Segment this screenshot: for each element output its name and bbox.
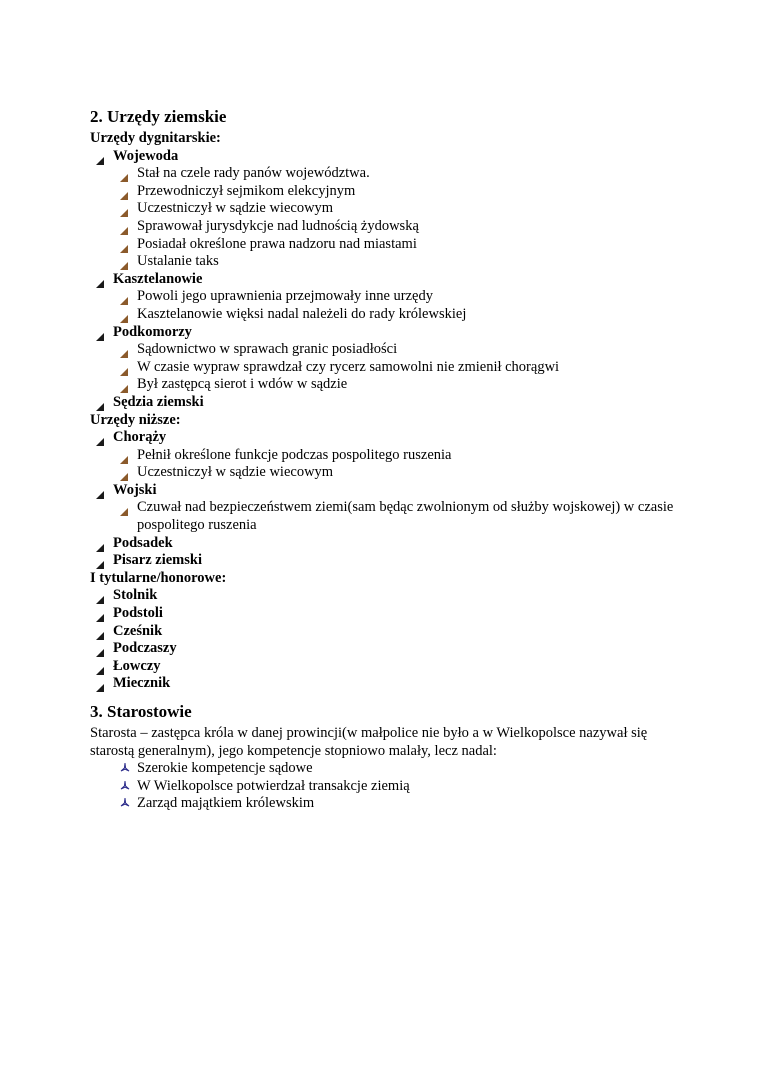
item-text: Posiadał określone prawa nadzoru nad miastami: [137, 235, 417, 252]
item-text: Szerokie kompetencje sądowe: [137, 760, 313, 777]
bullet: [90, 658, 113, 676]
bullet: [114, 306, 137, 324]
bullet: [90, 429, 113, 447]
item-text: Kasztelanowie: [113, 270, 203, 287]
duty-item: [90, 218, 680, 236]
duty-item: [90, 288, 680, 306]
bullet: [90, 148, 113, 166]
corner-triangle-icon: [96, 276, 104, 284]
corner-triangle-icon: [96, 557, 104, 565]
office-item: [90, 605, 680, 623]
office-item: [90, 535, 680, 553]
item-text: Uczestniczył w sądzie wiecowym: [137, 464, 334, 481]
duty-item: [90, 447, 680, 465]
corner-triangle-icon: [120, 311, 128, 319]
corner-triangle-icon: [96, 434, 104, 442]
item-text: Miecznik: [113, 675, 171, 692]
item-text: Podstoli: [113, 605, 163, 622]
duty-item: [90, 359, 680, 377]
dygnitarskie-list: [90, 148, 680, 412]
item-text: Pełnił określone funkcje podczas pospolitego ruszenia: [137, 446, 452, 463]
item-text: Czuwał nad bezpieczeństwem ziemi(sam będąc zwolnionym od służby wojskowej) w czasie pospolitego ruszenia: [137, 499, 674, 534]
office-item: [90, 587, 680, 605]
bullet: [114, 253, 137, 271]
bullet: [114, 499, 137, 517]
corner-triangle-icon: [96, 663, 104, 671]
corner-triangle-icon: [120, 188, 128, 196]
item-text: Podkomorzy: [113, 323, 192, 340]
bullet: [90, 640, 113, 658]
item-text: W czasie wypraw sprawdzał czy rycerz samowolni nie zmienił chorągwi: [137, 358, 560, 375]
item-text: Powoli jego uprawnienia przejmowały inne urzędy: [137, 288, 433, 305]
office-item: [90, 394, 680, 412]
corner-triangle-icon: [120, 170, 128, 178]
item-text: Cześnik: [113, 622, 163, 639]
bullet: [114, 778, 137, 796]
nizsze-heading: Urzędy niższe:: [90, 411, 181, 428]
item-text: Stał na czele rady panów województwa.: [137, 165, 370, 182]
office-item: [90, 640, 680, 658]
bullet: [114, 236, 137, 254]
item-text: Sędzia ziemski: [113, 393, 204, 410]
corner-triangle-icon: [120, 205, 128, 213]
corner-triangle-icon: [96, 645, 104, 653]
bullet: [114, 341, 137, 359]
tytularne-heading: I tytularne/honorowe:: [90, 569, 227, 586]
section-3-paragraph: Starosta – zastępca króla w danej prowincji(w małpolice nie było a w Wielkopolsce nazywał się starostą generalnym), jego kompetencje stopniowo malały, lecz nadal:: [90, 725, 648, 759]
item-text: Wojski: [113, 481, 157, 498]
corner-triangle-icon: [96, 153, 104, 161]
corner-triangle-icon: [96, 628, 104, 636]
section-3: [90, 702, 680, 813]
bullet: [90, 482, 113, 500]
corner-triangle-icon: [120, 469, 128, 477]
tytularne-list: [90, 587, 680, 693]
bullet: [90, 324, 113, 342]
office-item: [90, 482, 680, 500]
item-text: Zarząd majątkiem królewskim: [137, 795, 315, 812]
corner-triangle-icon: [120, 346, 128, 354]
duty-item: [90, 464, 680, 482]
office-item: [90, 623, 680, 641]
section-2-title: 2. Urzędy ziemskie: [90, 107, 227, 126]
duty-item: [90, 253, 680, 271]
duty-item: [90, 760, 680, 778]
duty-item: [90, 165, 680, 183]
duty-item: [90, 795, 680, 813]
bullet: [90, 535, 113, 553]
bullet: [114, 795, 137, 813]
corner-triangle-icon: [96, 487, 104, 495]
item-text: Ustalanie taks: [137, 253, 219, 270]
corner-triangle-icon: [120, 452, 128, 460]
duty-item: [90, 236, 680, 254]
duty-item: [90, 200, 680, 218]
corner-triangle-icon: [96, 399, 104, 407]
bullet: [114, 218, 137, 236]
duty-item: [90, 499, 680, 534]
bullet: [90, 605, 113, 623]
corner-triangle-icon: [120, 293, 128, 301]
item-text: Podsadek: [113, 534, 173, 551]
bullet: [90, 271, 113, 289]
corner-triangle-icon: [120, 223, 128, 231]
item-text: Pisarz ziemski: [113, 552, 202, 569]
bullet: [90, 675, 113, 693]
nizsze-list: [90, 429, 680, 570]
bullet: [114, 288, 137, 306]
item-text: Sprawował jurysdykcje nad ludnością żydowską: [137, 217, 419, 234]
bullet: [114, 464, 137, 482]
corner-triangle-icon: [120, 364, 128, 372]
duty-item: [90, 183, 680, 201]
bullet: [90, 394, 113, 412]
corner-triangle-icon: [96, 329, 104, 337]
item-text: W Wielkopolsce potwierdzał transakcje ziemią: [137, 777, 410, 794]
bullet: [114, 760, 137, 778]
duty-item: [90, 376, 680, 394]
corner-triangle-icon: [96, 610, 104, 618]
office-item: [90, 148, 680, 166]
office-item: [90, 658, 680, 676]
item-text: Sądownictwo w sprawach granic posiadłości: [137, 341, 398, 358]
item-text: Był zastępcą sierot i wdów w sądzie: [137, 376, 348, 393]
item-text: Przewodniczył sejmikom elekcyjnym: [137, 182, 356, 199]
corner-triangle-icon: [120, 241, 128, 249]
item-text: Łowczy: [113, 657, 161, 674]
corner-triangle-icon: [96, 592, 104, 600]
corner-triangle-icon: [96, 680, 104, 688]
bullet: [90, 587, 113, 605]
corner-triangle-icon: [96, 540, 104, 548]
item-text: Uczestniczył w sądzie wiecowym: [137, 200, 334, 217]
bullet: [114, 447, 137, 465]
corner-triangle-icon: [120, 504, 128, 512]
bullet: [90, 623, 113, 641]
office-item: [90, 675, 680, 693]
starosta-list: [90, 760, 680, 813]
office-item: [90, 324, 680, 342]
item-text: Stolnik: [113, 587, 158, 604]
bullet: [114, 376, 137, 394]
office-item: [90, 552, 680, 570]
corner-triangle-icon: [120, 381, 128, 389]
corner-triangle-icon: [120, 258, 128, 266]
bullet: [114, 165, 137, 183]
bullet: [114, 200, 137, 218]
bullet: [114, 359, 137, 377]
section-3-title: 3. Starostowie: [90, 702, 192, 721]
bullet: [90, 552, 113, 570]
duty-item: [90, 778, 680, 796]
document-content: [90, 107, 680, 813]
duty-item: [90, 341, 680, 359]
office-item: [90, 271, 680, 289]
item-text: Wojewoda: [113, 147, 179, 164]
bullet: [114, 183, 137, 201]
item-text: Podczaszy: [113, 640, 177, 657]
duty-item: [90, 306, 680, 324]
item-text: Kasztelanowie więksi nadal należeli do rady królewskiej: [137, 305, 467, 322]
dygnitarskie-heading: Urzędy dygnitarskie:: [90, 130, 221, 146]
item-text: Chorąży: [113, 429, 167, 446]
office-item: [90, 429, 680, 447]
